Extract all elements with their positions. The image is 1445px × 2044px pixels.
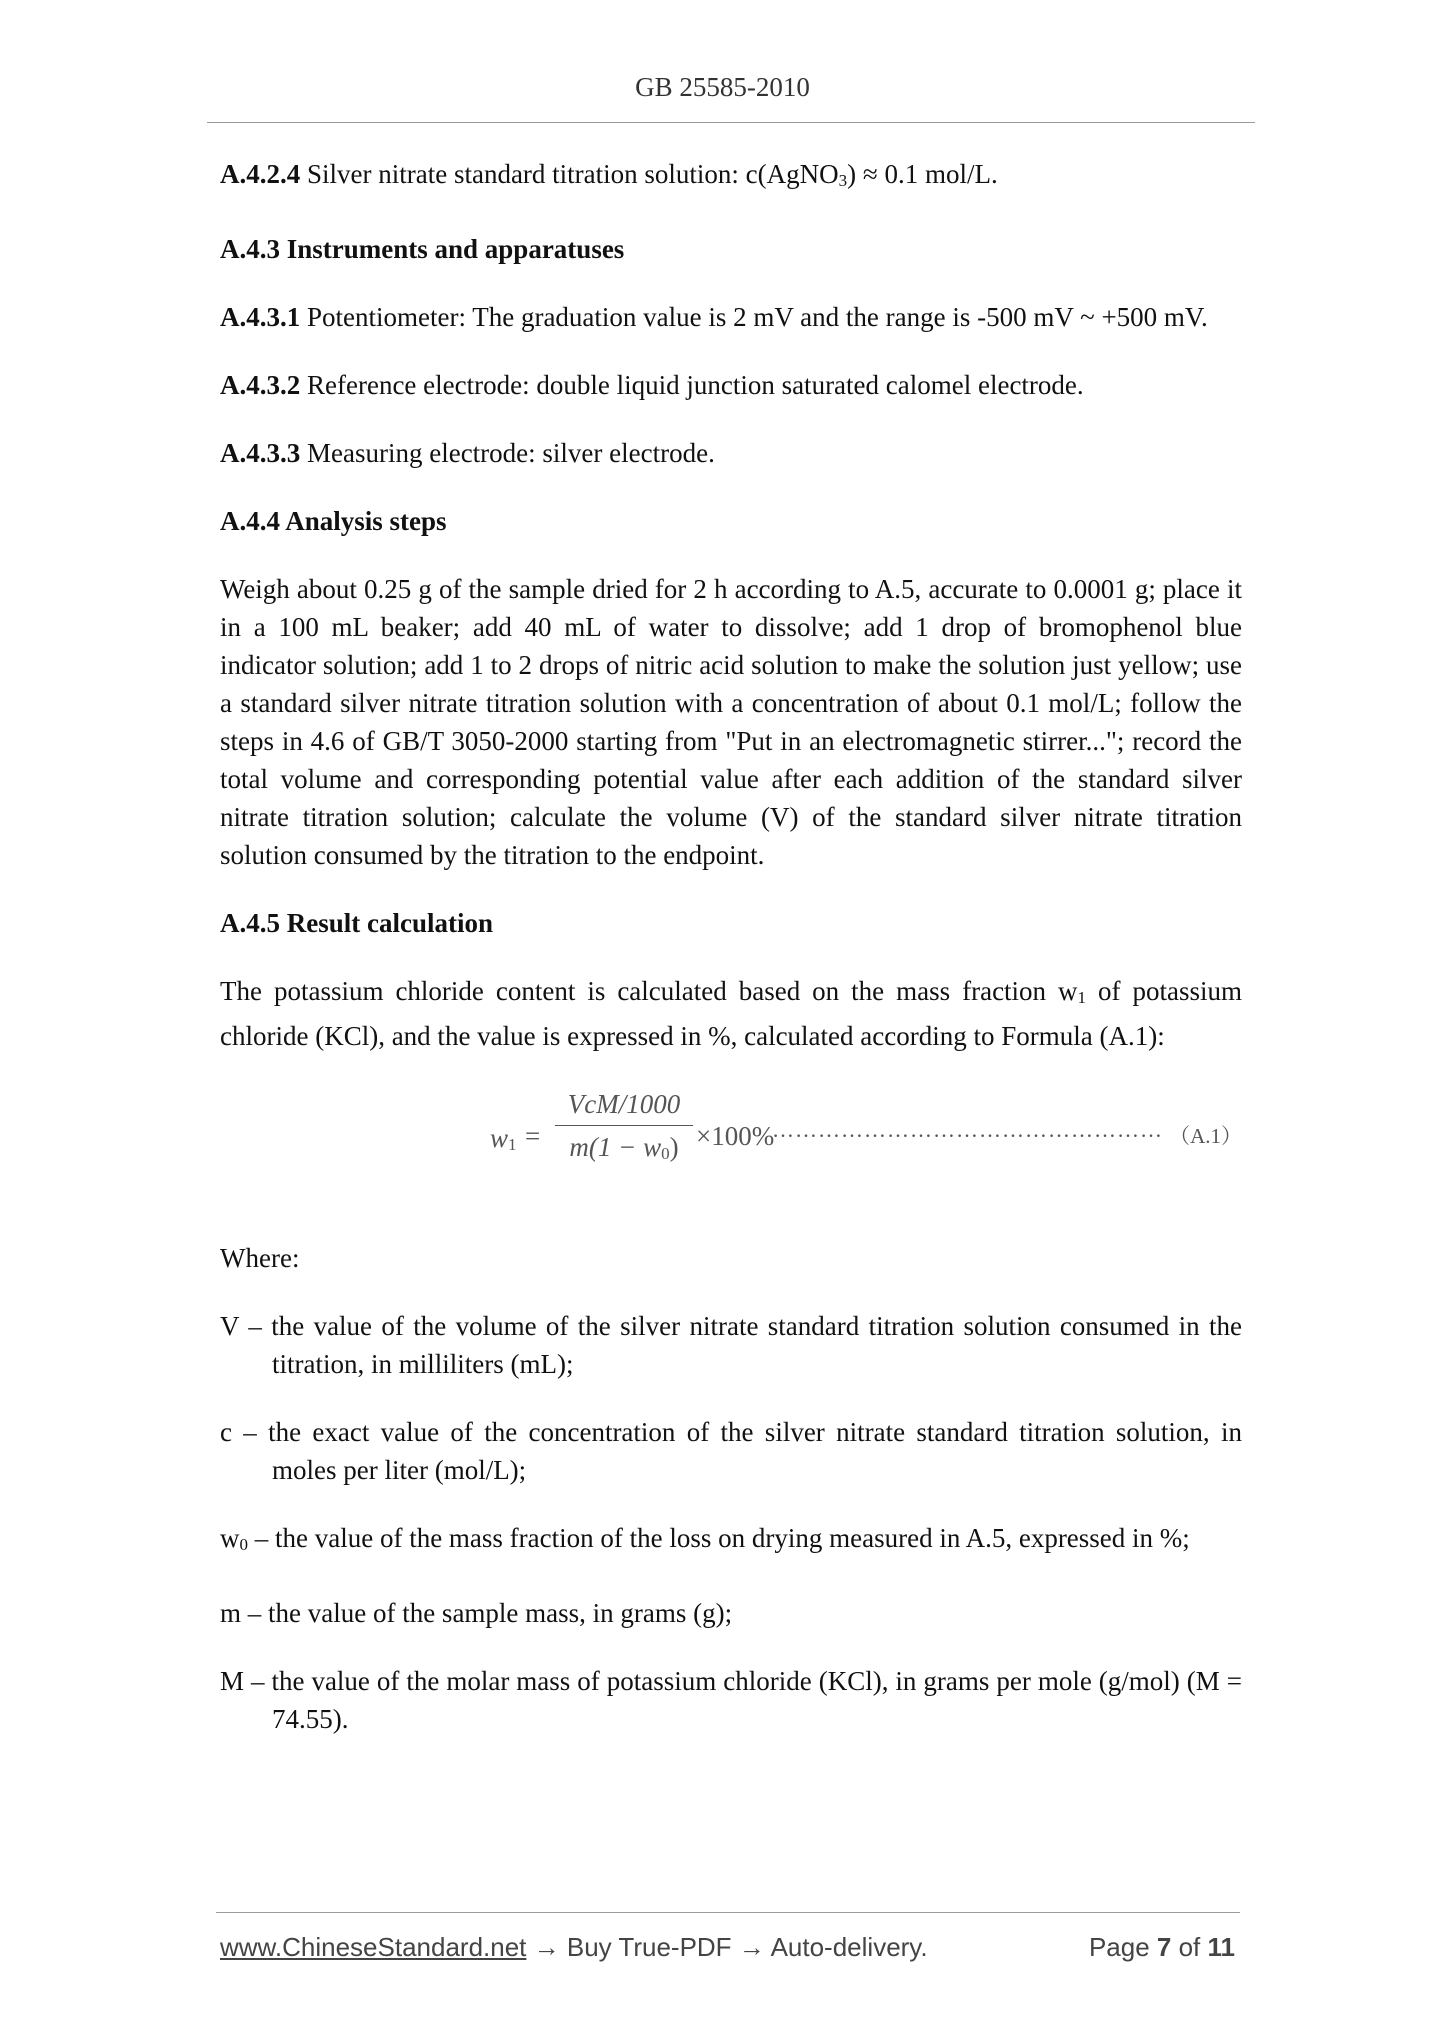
formula-fraction [555,1085,693,1173]
clause-text: Silver nitrate standard titration solution: c(AgNO [300,159,839,189]
subscript: 0 [239,1535,248,1554]
website-link[interactable]: www.ChineseStandard.net [220,1932,527,1962]
footer-divider [216,1912,1240,1913]
result-calculation-paragraph [220,972,1242,1055]
subscript: 1 [1077,988,1087,1007]
clause-number: A.4.2.4 [220,159,301,189]
document-header-title: GB 25585-2010 [635,72,810,102]
formula-denominator-close: ) [669,1132,679,1162]
formula-equals: = [525,1121,541,1151]
formula-multiplier: ×100% [696,1121,775,1151]
clause-a424 [220,155,1242,200]
where-item-m: m – the value of the sample mass, in grams (g); [220,1598,733,1628]
paragraph-text: of potassium chloride (KCl), and the value is expressed in %, calculated according to Formula (A.1): [220,976,1243,1051]
footer-tagline: → Buy True-PDF → Auto-delivery. [526,1932,928,1962]
clause-number: A.4.3.3 [220,438,301,468]
formula-numerator: VcM/1000 [555,1085,693,1126]
of-label: of [1171,1932,1208,1962]
clause-a432 [220,366,1242,404]
section-heading-a44: A.4.4 Analysis steps [220,506,447,536]
definition-text: – the value of the mass fraction of the loss on drying measured in A.5, expressed in %; [248,1523,1190,1553]
page-indicator [1089,1932,1235,1963]
clause-text: Measuring electrode: silver electrode. [300,438,715,468]
where-intro: Where: [220,1243,300,1273]
footer-promo [220,1932,928,1963]
paragraph-text: The potassium chloride content is calculated based on the mass fraction w [220,976,1078,1006]
clause-text: Reference electrode: double liquid junction saturated calomel electrode. [300,370,1084,400]
page-label: Page [1088,1932,1157,1962]
formula-a1 [220,1085,1242,1203]
page-footer [220,1932,1235,1972]
analysis-steps-paragraph: Weigh about 0.25 g of the sample dried for 2 h according to A.5, accurate to 0.0001 g; place it in a 100 mL beaker; add 40 mL of water to dissolve; add 1 drop of bromophenol blue indicator solution; add 1 to 2 drops of nitric acid solution to make the solution just yellow; use a standard silver nitrate titration solution with a concentration of about 0.1 mol/L; follow the steps in 4.6 of GB/T 3050-2000 starting from "Put in an electromagnetic stirrer..."; record the total volume and corresponding potential value after each addition of the standard silver nitrate titration solution; calculate the volume (V) of the standard silver nitrate titration solution consumed by the titration to the endpoint. [220,574,1242,870]
formula-label: （A.1） [1169,1124,1242,1148]
where-item-w0 [220,1519,1242,1564]
clause-number: A.4.3.2 [220,370,301,400]
formula-symbol: w [490,1123,509,1153]
formula-subscript: 1 [508,1135,517,1154]
formula-leader-dots: …………………………………………… [772,1117,1163,1142]
page-number: 7 [1156,1932,1172,1962]
clause-text: ) ≈ 0.1 mol/L. [847,159,998,189]
subscript: 3 [838,171,848,190]
symbol: w [220,1523,240,1553]
clause-a433 [220,434,1242,472]
clause-text: Potentiometer: The graduation value is 2 mV and the range is -500 mV ~ +500 mV. [300,302,1208,332]
clause-number: A.4.3.1 [220,302,301,332]
header-divider [207,122,1255,123]
document-body [220,155,1242,1768]
section-heading-a43: A.4.3 Instruments and apparatuses [220,234,625,264]
where-item-c: c – the exact value of the concentration of the silver nitrate standard titration solution, in moles per liter (mol/L); [220,1417,1242,1485]
formula-lhs [490,1119,517,1164]
clause-a431 [220,298,1242,336]
page-total: 11 [1207,1932,1235,1962]
where-item-M: M – the value of the molar mass of potassium chloride (KCl), in grams per mole (g/mol) (M = 74.55). [220,1666,1242,1734]
formula-denominator-text: m(1 − w [569,1132,662,1162]
where-item-v: V – the value of the volume of the silver nitrate standard titration solution consumed in the titration, in milliliters (mL); [220,1311,1242,1379]
formula-denominator [555,1126,693,1173]
formula-subscript: 0 [661,1144,670,1163]
section-heading-a45: A.4.5 Result calculation [220,908,493,938]
